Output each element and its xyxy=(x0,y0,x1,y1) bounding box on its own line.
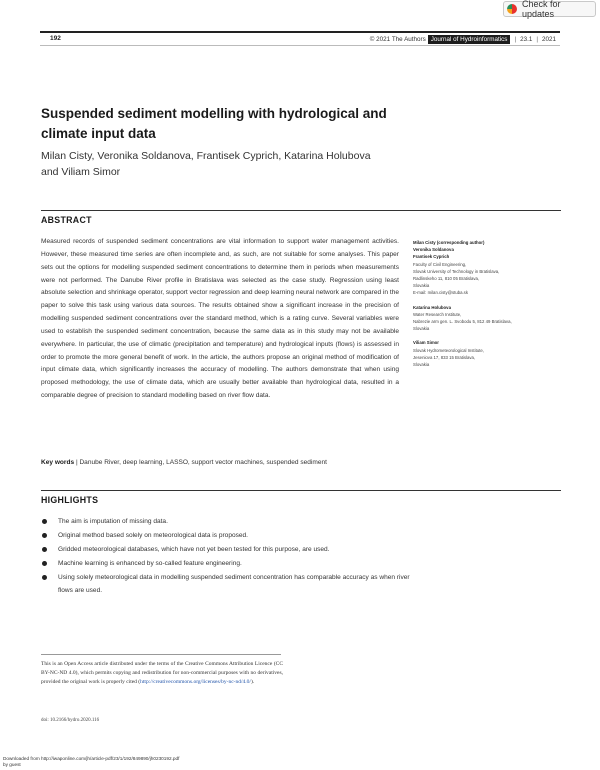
download-note xyxy=(3,756,263,768)
abstract-rule xyxy=(41,210,561,211)
highlights-rule xyxy=(41,490,561,491)
license-notice xyxy=(41,660,283,688)
highlights-heading: HIGHLIGHTS xyxy=(41,495,99,505)
affiliation-line: Water Research Institute, xyxy=(413,311,462,317)
highlight-item: The aim is imputation of missing data. xyxy=(41,515,421,528)
highlight-item: Original method based solely on meteorological data is proposed. xyxy=(41,529,421,542)
page-number: 192 xyxy=(50,35,61,42)
journal-header: © 2021 The Authors Journal of Hydroinformatics | 23.1 | 2021 xyxy=(369,36,556,43)
affiliation-line: Jeseniova 17, 833 15 Bratislava, xyxy=(413,354,476,360)
abstract-heading: ABSTRACT xyxy=(41,215,92,225)
highlight-item: Using solely meteorological data in modelling suspended sediment concentration has comparable accuracy as when river flows are used. xyxy=(41,571,421,597)
authors-line-2: and Viliam Simor xyxy=(41,166,121,178)
affiliation-line: Slovakia xyxy=(413,362,430,368)
affiliation-line: Faculty of Civil Engineering, xyxy=(413,261,467,267)
keywords-list: | Danube River, deep learning, LASSO, support vector machines, suspended sediment xyxy=(75,459,327,466)
keywords-label: Key words xyxy=(41,459,75,466)
check-for-updates-button[interactable] xyxy=(503,1,596,17)
license-link[interactable]: http://creativecommons.org/licenses/by-nc-nd/4.0/ xyxy=(140,679,251,686)
bullet-icon xyxy=(42,519,47,524)
header-rule-bottom xyxy=(40,45,560,46)
journal-year: 2021 xyxy=(541,36,556,43)
affiliation-line: Slovakia xyxy=(413,283,430,289)
affiliation-author: Frantisek Cyprich xyxy=(413,254,450,260)
download-user: by guest xyxy=(3,762,21,767)
bullet-icon xyxy=(42,575,47,580)
affiliation-block xyxy=(413,239,563,297)
highlights-list xyxy=(41,515,421,598)
authors-line-1: Milan Cisty, Veronika Soldanova, Frantisek Cyprich, Katarina Holubova xyxy=(41,150,371,162)
author-list xyxy=(41,148,421,180)
highlight-item: Gridded meteorological databases, which have not yet been tested for this purpose, are used. xyxy=(41,543,421,556)
header-rule-top xyxy=(40,31,560,33)
check-for-updates-label: Check for updates xyxy=(522,0,561,19)
affiliation-line: Radlinskeho 11, 810 05 Bratislava, xyxy=(413,276,480,282)
highlight-item: Machine learning is enhanced by so-called feature engineering. xyxy=(41,557,421,570)
doi[interactable]: doi: 10.2166/hydro.2020.116 xyxy=(41,718,100,723)
keywords xyxy=(41,459,421,466)
license-rule xyxy=(41,654,281,655)
journal-name: Journal of Hydroinformatics xyxy=(428,35,511,44)
journal-issue: 23.1 xyxy=(520,36,533,43)
affiliation-author: Viliam Simor xyxy=(413,340,439,346)
affiliation-line: Slovakia xyxy=(413,326,430,332)
article-title: Suspended sediment modelling with hydrological and climate input data xyxy=(41,106,387,141)
license-text-end: ). xyxy=(250,679,255,686)
license-text: This is an Open Access article distributed under the terms of the Creative Commons Attribution Licence (CC BY-NC-ND 4.0), which permits copying and redistribution for non-commercial purposes with no derivatives, provided the original work is properly cited ( xyxy=(41,661,283,686)
copyright-text: © 2021 The Authors xyxy=(369,36,426,43)
crossmark-icon xyxy=(507,4,517,14)
author-affiliations xyxy=(413,239,563,375)
affiliation-block xyxy=(413,304,563,333)
affiliation-block xyxy=(413,339,563,368)
affiliation-author: Milan Cisty (corresponding author) xyxy=(413,240,485,245)
affiliation-line: Nabrezie arm gen. L. Svobodu 5, 812 49 Bratislava, xyxy=(413,319,512,325)
download-url: Downloaded from http://iwaponline.com/jh/article-pdf/23/1/192/849890/jh0230192.pdf xyxy=(3,756,180,761)
affiliation-author: Veronika Soldanova xyxy=(413,247,454,253)
affiliation-author: Katarina Holubova xyxy=(413,304,451,310)
bullet-icon xyxy=(42,547,47,552)
bullet-icon xyxy=(42,561,47,566)
bullet-icon xyxy=(42,533,47,538)
affiliation-line: Slovak University of Technology in Bratislava, xyxy=(413,268,500,274)
affiliation-line: Slovak Hydrometeorological Institute, xyxy=(413,347,484,353)
affiliation-email[interactable]: E-mail: milan.cisty@stuba.sk xyxy=(413,290,468,296)
abstract-text: Measured records of suspended sediment concentrations are vital information to support water management activities. However, these measured time series are often incomplete and, as such, are not suitable for some analyses. This paper sets out the options for modelling suspended sediment concentrations to determine them in periods when measurements were not performed. The Danube River profile in Bratislava was selected as the case study. Regression using least absolute selection and shrinkage operator, support vector regression and deep learning neural network are compared in the paper to solve this task using various data sources. The results obtained show a significant increase in the precision of modelling suspended sediment concentrations over the standard method, which is a rating curve. Several variables were used to establish the suspended sediment concentration, because the same data as in this study may not be available everywhere. In particular, the use of climatic (precipitation and temperature) and hydrological inputs (flows) is assessed in order to promote the more general benefit of work. In the article, the authors propose an original method of modification of input climate data, which significantly increases the accuracy of modelling. The authors demonstrate that when using proposed methodology, the use of climate data, which are usually better available than hydrological data, resulted in a comparable degree of precision to standard modelling based on river flow data. xyxy=(41,238,399,400)
